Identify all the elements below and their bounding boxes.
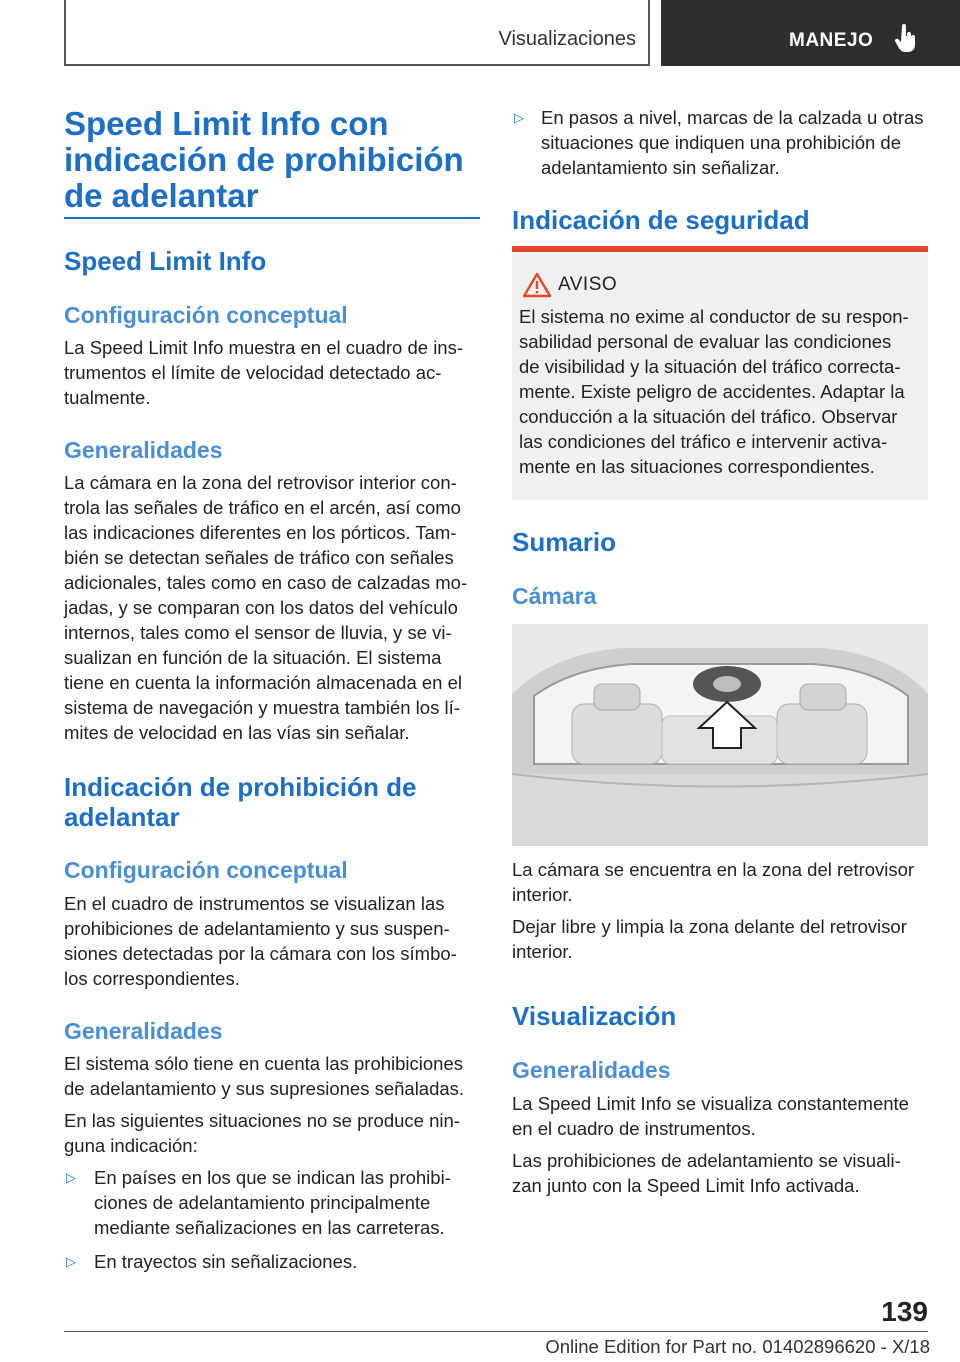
heading-sumario: Sumario (512, 527, 617, 557)
text-line: internos, tales como el sensor de lluvia, y se vi- (64, 622, 452, 643)
heading-seguridad: Indicación de seguridad (512, 205, 810, 235)
text-line: ciones de adelantamiento principalmente (94, 1192, 431, 1213)
warning-label: AVISO (558, 274, 618, 295)
text-line: sistema de navegación y muestra también los lí- (64, 697, 460, 718)
text-line: mediante señalizaciones en las carreteras. (94, 1217, 445, 1238)
text-line: La Speed Limit Info muestra en el cuadro de ins- (64, 337, 464, 358)
text-line: interior. (512, 941, 573, 962)
heading-speed-limit-info: Speed Limit Info (64, 246, 267, 276)
list-item (94, 1249, 484, 1274)
text-line: tiene en cuenta la información almacenada en el (64, 672, 463, 693)
header-chapter-tab (661, 0, 960, 66)
text-line: situaciones que indiquen una prohibición de (541, 132, 901, 153)
text-line: La cámara se encuentra en la zona del retrovisor (512, 859, 915, 880)
text-line: tualmente. (64, 387, 151, 408)
text-line: las indicaciones diferentes en los pórticos. Tam- (64, 522, 457, 543)
list-item (94, 1165, 484, 1240)
text-line: las condiciones del tráfico e intervenir activa- (519, 431, 888, 452)
text-line: adicionales, tales como en caso de calzadas mo- (64, 572, 468, 593)
text-line: En pasos a nivel, marcas de la calzada u otras (541, 107, 924, 128)
chapter-tab-label: MANEJO (789, 30, 874, 51)
bullet-triangle-icon: ▷ (514, 110, 524, 125)
paragraph-gen-3b (512, 1148, 932, 1198)
text-line: La cámara en la zona del retrovisor interior con- (64, 472, 457, 493)
bullet-triangle-icon: ▷ (66, 1170, 76, 1185)
text-line: sualizan en función de la situación. El sistema (64, 647, 442, 668)
title-divider (64, 217, 480, 219)
text-line: trola las señales de tráfico en el arcén, así como (64, 497, 461, 518)
warning-box (512, 246, 928, 500)
warning-triangle-icon (522, 272, 552, 298)
warning-top-bar (512, 246, 928, 252)
title-line: indicación de prohibición (64, 141, 464, 178)
heading-generalidades-1: Generalidades (64, 437, 223, 463)
text-line: sabilidad personal de evaluar las condiciones (519, 331, 892, 352)
text-line: conducción a la situación del tráfico. Observar (519, 406, 898, 427)
text-line: bién se detectan señales de tráfico con señales (64, 547, 454, 568)
header-divider-bottom (64, 64, 650, 66)
text-line: El sistema no exime al conductor de su respon- (519, 306, 909, 327)
text-line: en el cuadro de instrumentos. (512, 1118, 756, 1139)
text-line: los correspondientes. (64, 968, 240, 989)
text-line: La Speed Limit Info se visualiza constantemente (512, 1093, 909, 1114)
text-line: En las siguientes situaciones no se produce nin- (64, 1110, 460, 1131)
text-line: trumentos el límite de velocidad detectado ac- (64, 362, 442, 383)
paragraph-camara-1 (512, 857, 932, 907)
text-line: En trayectos sin señalizaciones. (94, 1251, 358, 1272)
car-interior-illustration (512, 624, 928, 846)
text-line: interior. (512, 884, 573, 905)
text-line: En países en los que se indican las prohibi- (94, 1167, 451, 1188)
header-divider-right (648, 0, 650, 66)
title-line: Speed Limit Info con (64, 105, 389, 142)
windshield-camera-image (512, 624, 928, 846)
text-line: El sistema sólo tiene en cuenta las prohibiciones (64, 1053, 464, 1074)
bullet-triangle-icon: ▷ (66, 1254, 76, 1269)
page-title (64, 106, 464, 214)
header-divider-left (64, 0, 66, 66)
heading-configuracion-1: Configuración conceptual (64, 302, 348, 328)
heading-generalidades-2: Generalidades (64, 1018, 223, 1044)
warning-text (519, 304, 923, 479)
text-line: mente en las situaciones correspondientes. (519, 456, 875, 477)
text-line: jadas, y se comparan con los datos del vehículo (64, 597, 458, 618)
header-section-title: Visualizaciones (498, 28, 636, 50)
heading-line: Indicación de prohibición de (64, 772, 417, 802)
text-line: Dejar libre y limpia la zona delante del retrovisor (512, 916, 907, 937)
text-line: guna indicación: (64, 1135, 198, 1156)
text-line: de visibilidad y la situación del tráfico correcta- (519, 356, 901, 377)
page-number: 139 (881, 1296, 928, 1327)
paragraph-camara-2 (512, 914, 932, 964)
text-line: mites de velocidad en las vías sin señalar. (64, 722, 410, 743)
paragraph-config-1 (64, 335, 484, 410)
text-line: zan junto con la Speed Limit Info activada. (512, 1175, 860, 1196)
heading-line: adelantar (64, 802, 180, 832)
text-line: Las prohibiciones de adelantamiento se visuali- (512, 1150, 901, 1171)
paragraph-config-2 (64, 891, 484, 991)
heading-prohibicion (64, 772, 416, 832)
heading-configuracion-2: Configuración conceptual (64, 857, 348, 883)
heading-camara: Cámara (512, 583, 597, 609)
paragraph-gen-2a (64, 1051, 484, 1101)
text-line: prohibiciones de adelantamiento y sus suspen- (64, 918, 450, 939)
footer-divider (64, 1331, 928, 1332)
text-line: siones detectadas por la cámara con los símbo- (64, 943, 457, 964)
title-line: de adelantar (64, 177, 259, 214)
text-line: de adelantamiento y sus supresiones señaladas. (64, 1078, 465, 1099)
paragraph-gen-1 (64, 470, 484, 745)
paragraph-gen-2b (64, 1108, 484, 1158)
text-line: adelantamiento sin señalizar. (541, 157, 780, 178)
list-item (541, 105, 933, 180)
footer-edition: Online Edition for Part no. 01402896620 - X/18 (545, 1336, 930, 1357)
heading-generalidades-3: Generalidades (512, 1057, 671, 1083)
heading-visualizacion: Visualización (512, 1001, 677, 1031)
paragraph-gen-3a (512, 1091, 932, 1141)
hand-pointer-icon (893, 24, 919, 54)
text-line: En el cuadro de instrumentos se visualizan las (64, 893, 445, 914)
text-line: mente. Existe peligro de accidentes. Adaptar la (519, 381, 905, 402)
